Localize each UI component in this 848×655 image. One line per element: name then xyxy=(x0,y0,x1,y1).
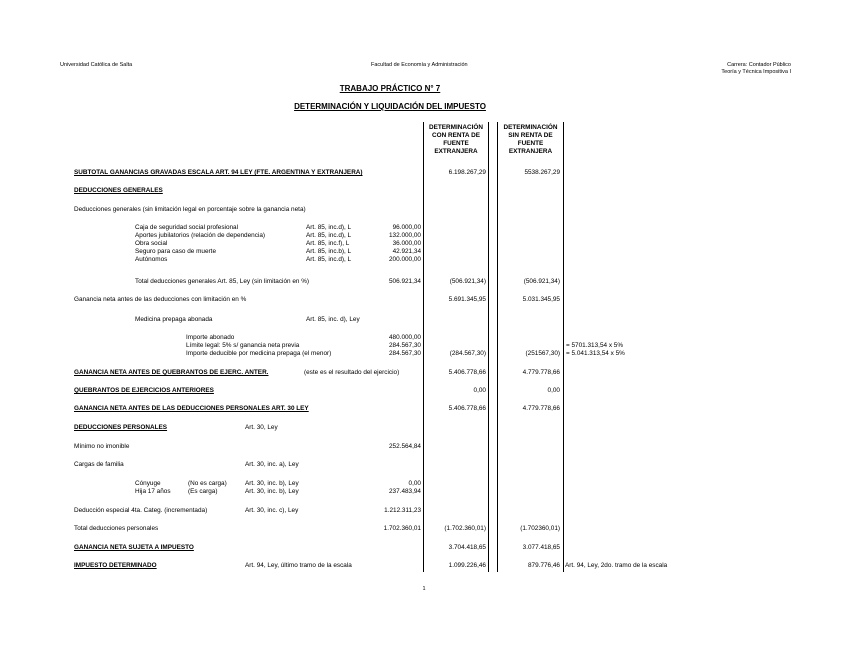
medicina-label: Medicina prepaga abonada xyxy=(135,316,213,323)
header-faculty: Facultad de Economía y Administración xyxy=(371,62,468,68)
col2-left-border xyxy=(497,122,498,572)
ded-especial-label: Deducción especial 4ta. Categ. (incrementada) xyxy=(74,507,208,514)
col1-header-line4: EXTRANJERA xyxy=(434,148,478,155)
item-label: Obra social xyxy=(135,240,168,247)
impuesto-ref: Art. 94, Ley, último tramo de la escala xyxy=(245,562,352,569)
col2-header-line1: DETERMINACIÓN xyxy=(503,124,558,131)
cargas-ref: Art. 30, inc. a), Ley xyxy=(245,461,299,468)
subtotal-label: SUBTOTAL GANANCIAS GRAVADAS ESCALA ART. 94 LEY (FTE. ARGENTINA Y EXTRANJERA) xyxy=(74,169,363,176)
gan-neta-sujeta-col2: 3.077.418,65 xyxy=(522,544,560,551)
quebrantos-label: QUEBRANTOS DE EJERCICIOS ANTERIORES xyxy=(74,387,214,394)
item-amount: 36.000,00 xyxy=(392,240,421,247)
header-course: Teoría y Técnica Impositiva I xyxy=(721,69,791,75)
page-number: 1 xyxy=(422,586,426,592)
ded-especial-ref: Art. 30, inc. c), Ley xyxy=(245,507,299,514)
hija-sub: (Es carga) xyxy=(188,488,218,495)
ded-personales-ref: Art. 30, Ley xyxy=(245,424,278,431)
item-ref: Art. 85, inc.d), L xyxy=(306,232,352,239)
medicina-ref: Art. 85, inc. d), Ley xyxy=(306,316,360,323)
ded-generales-desc: Deducciones generales (sin limitación legal en porcentaje sobre la ganancia neta) xyxy=(74,206,306,213)
gan-neta-ded-pers-col1: 5.406.778,66 xyxy=(448,405,486,412)
total-ded-pers-amount: 1.702.360,01 xyxy=(383,525,421,532)
col2-header-line4: EXTRANJERA xyxy=(508,148,553,155)
col2-header-line2: SIN RENTA DE xyxy=(508,132,553,139)
page-subtitle: DETERMINACIÓN Y LIQUIDACIÓN DEL IMPUESTO xyxy=(294,102,486,111)
total-ded-pers-col2: (1.702360,01) xyxy=(520,525,560,532)
item-amount: 200.000,00 xyxy=(389,256,421,263)
item-ref: Art. 85, inc.d), L xyxy=(306,256,352,263)
col1-left-border xyxy=(423,122,424,572)
item-amount: 132.000,00 xyxy=(389,232,421,239)
gan-neta-quebrantos-col1: 5.406.778,66 xyxy=(448,369,486,376)
item-ref: Art. 85, inc.f), L xyxy=(306,240,350,247)
total-ded-gen-label: Total deducciones generales Art. 85, Ley (sin limitación en %) xyxy=(135,278,310,285)
item-ref: Art. 85, inc.b), L xyxy=(306,248,352,255)
importe-deducible-col2: (251567,30) xyxy=(525,350,560,357)
col2-header xyxy=(498,124,563,156)
header-university: Universidad Católica de Salta xyxy=(60,62,133,68)
ded-especial-amount: 1.212.311,23 xyxy=(384,507,421,514)
gan-neta-quebrantos-note: (este es el resultado del ejercicio) xyxy=(304,369,400,376)
limite-legal-label: Límite legal: 5% s/ ganancia neta previa xyxy=(186,342,300,349)
total-ded-gen-col2: (506.921,34) xyxy=(523,278,560,285)
item-label: Autónomos xyxy=(135,256,168,263)
importe-deducible-note: = 5.041.313,54 x 5% xyxy=(566,350,625,357)
minimo-label: Mínimo no imonible xyxy=(74,443,130,450)
col2-right-border xyxy=(563,122,564,572)
item-label: Caja de seguridad social profesional xyxy=(135,224,239,231)
importe-deducible-amount: 284.567,30 xyxy=(389,350,421,357)
importe-abonado-label: Importe abonado xyxy=(186,334,235,341)
gan-neta-quebrantos-label: GANANCIA NETA ANTES DE QUEBRANTOS DE EJERC. ANTER. xyxy=(74,369,269,376)
hija-amount: 237.483,94 xyxy=(389,488,421,495)
hija-label: Hija 17 años xyxy=(135,488,171,495)
gan-neta-antes-col1: 5.691.345,95 xyxy=(448,296,486,303)
item-amount: 42.921,34 xyxy=(392,248,421,255)
hija-ref: Art. 30, inc. b), Ley xyxy=(245,488,299,495)
gan-neta-ded-pers-col2: 4.779.778,66 xyxy=(522,405,560,412)
item-amount: 96.000,00 xyxy=(392,224,421,231)
item-label: Seguro para caso de muerte xyxy=(135,248,216,255)
minimo-amount: 252.564,84 xyxy=(389,443,421,450)
item-label: Aportes jubilatorios (relación de dependencia) xyxy=(135,232,266,239)
gan-neta-antes-col2: 5.031.345,95 xyxy=(522,296,560,303)
gan-neta-antes-label: Ganancia neta antes de las deducciones con limitación en % xyxy=(74,296,247,303)
impuesto-col1: 1.099.226,46 xyxy=(448,562,486,569)
importe-deducible-col1: (284.567,30) xyxy=(449,350,486,357)
ded-generales-heading: DEDUCCIONES GENERALES xyxy=(74,187,163,194)
limite-legal-note: = 5701.313,54 x 5% xyxy=(566,342,624,349)
limite-legal-amount: 284.567,30 xyxy=(389,342,421,349)
impuesto-col2: 879.776,46 xyxy=(528,562,560,569)
page-title: TRABAJO PRÁCTICO N° 7 xyxy=(339,84,441,93)
gan-neta-quebrantos-col2: 4.779.778,66 xyxy=(522,369,560,376)
col1-header-line3: FUENTE xyxy=(443,140,469,147)
col1-header-line1: DETERMINACIÓN xyxy=(429,124,483,131)
gan-neta-sujeta-label: GANANCIA NETA SUJETA A IMPUESTO xyxy=(74,544,194,551)
col1-right-border xyxy=(488,122,489,572)
conyuge-amount: 0,00 xyxy=(408,480,421,487)
conyuge-ref: Art. 30, inc. b), Ley xyxy=(245,480,299,487)
col1-header-line2: CON RENTA DE xyxy=(432,132,480,139)
importe-deducible-label: Importe deducible por medicina prepaga (el menor) xyxy=(186,350,332,357)
total-ded-gen-col1: (506.921,34) xyxy=(449,278,486,285)
total-ded-pers-label: Total deducciones personales xyxy=(74,525,159,532)
importe-abonado-amount: 480.000,00 xyxy=(389,334,421,341)
impuesto-note: Art. 94, Ley, 2do. tramo de la escala xyxy=(565,562,668,569)
header-career: Carrera: Contador Público xyxy=(727,62,791,68)
col2-header-line3: FUENTE xyxy=(517,140,544,147)
cargas-label: Cargas de familia xyxy=(74,461,124,468)
quebrantos-col2: 0,00 xyxy=(547,387,560,394)
conyuge-sub: (No es carga) xyxy=(188,480,227,487)
conyuge-label: Cónyuge xyxy=(135,480,161,487)
gan-neta-sujeta-col1: 3.704.418,65 xyxy=(448,544,486,551)
item-ref: Art. 85, inc.d), L xyxy=(306,224,352,231)
subtotal-col1: 6.198.267,29 xyxy=(448,169,486,176)
quebrantos-col1: 0,00 xyxy=(473,387,486,394)
gan-neta-ded-pers-label: GANANCIA NETA ANTES DE LAS DEDUCCIONES PERSONALES ART. 30 LEY xyxy=(74,405,309,412)
impuesto-label: IMPUESTO DETERMINADO xyxy=(74,562,157,569)
ded-personales-heading: DEDUCCIONES PERSONALES xyxy=(74,424,168,431)
subtotal-col2: 5538.267,29 xyxy=(524,169,560,176)
total-ded-gen-amount: 506.921,34 xyxy=(389,278,421,285)
total-ded-pers-col1: (1.702.360,01) xyxy=(444,525,486,532)
col1-header xyxy=(424,124,488,156)
